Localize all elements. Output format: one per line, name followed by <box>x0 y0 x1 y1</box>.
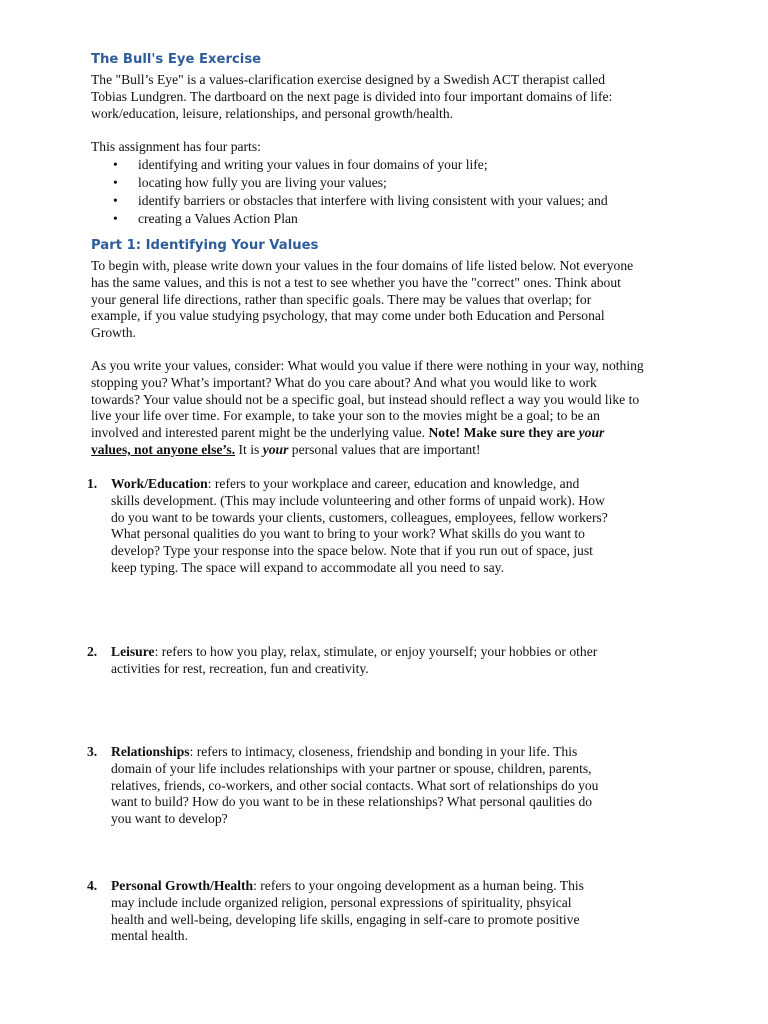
parts-intro: This assignment has four parts: <box>91 139 261 154</box>
bullet-icon: • <box>113 175 118 190</box>
list-number: 1. <box>87 476 98 491</box>
emphasis-note: Note! Make sure they are <box>428 425 579 441</box>
paragraph-line: do you want to be towards your clients, customers, colleagues, employees, fellow workers? <box>111 509 608 525</box>
paragraph-line: As you write your values, consider: What would you value if there were nothing in your way, nothing <box>91 358 644 373</box>
paragraph-line: want to build? How do you want to be in these relationships? What personal qaulities do <box>111 794 593 810</box>
emphasis-your: your <box>262 441 289 457</box>
paragraph-line: domain of your life includes relationships with your partner or spouse, children, parents, <box>111 760 592 776</box>
list-item <box>113 210 298 227</box>
domain-description <box>111 644 597 678</box>
intro-line: The "Bull’s Eye" is a values-clarification exercise designed by a Swedish ACT therapist called <box>91 72 606 87</box>
list-item-text: locating how fully you are living your values; <box>138 175 387 190</box>
list-item-text: creating a Values Action Plan <box>138 211 298 226</box>
emphasis-values: values, not anyone else’s. <box>91 441 236 457</box>
domain-description <box>111 878 584 945</box>
text-run: It is <box>235 441 263 457</box>
paragraph-line: develop? Type your response into the space below. Note that if you run out of space, just <box>111 543 593 559</box>
part1-paragraph <box>91 258 633 342</box>
paragraph-line: your general life directions, rather than specific goals. There may be values that overlap; for <box>91 291 592 307</box>
list-number: 4. <box>87 878 98 893</box>
emphasis-your: your <box>578 425 605 441</box>
paragraph-line: To begin with, please write down your values in the four domains of life listed below. Not everyone <box>91 258 634 273</box>
paragraph-line: mental health. <box>111 928 189 944</box>
text-run: : refers to intimacy, closeness, friendship and bonding in your life. This <box>189 744 578 759</box>
text-run: : refers to your ongoing development as a human being. This <box>253 878 584 893</box>
list-item <box>113 192 608 209</box>
domain-description <box>111 476 608 577</box>
list-item-text: identify barriers or obstacles that interfere with living consistent with your values; and <box>138 193 608 208</box>
text-run: involved and interested parent might be the underlying value. <box>91 425 429 441</box>
paragraph-line: activities for rest, recreation, fun and creativity. <box>111 660 369 676</box>
intro-line: Tobias Lundgren. The dartboard on the next page is divided into four important domains of life: <box>91 88 613 104</box>
domain-name: Work/Education <box>111 476 208 491</box>
intro-paragraph <box>91 72 612 122</box>
bullet-icon: • <box>113 211 118 226</box>
paragraph-line: has the same values, and this is not a test to see whether you have the "correct" ones. Think about <box>91 274 621 290</box>
paragraph-line: Growth. <box>91 325 136 341</box>
list-number: 2. <box>87 644 98 659</box>
paragraph-line: live your life over time. For example, to take your son to the movies might be a goal; to be an <box>91 408 600 424</box>
paragraph-line: example, if you value studying psychology, that may come under both Education and Personal <box>91 308 605 324</box>
page-title: The Bull's Eye Exercise <box>91 52 262 67</box>
paragraph-line <box>91 442 644 459</box>
paragraph-line: What personal qualities do you want to bring to your work? What skills do you want to <box>111 526 585 542</box>
list-item <box>113 156 488 173</box>
domain-name: Personal Growth/Health <box>111 878 254 893</box>
bullet-icon: • <box>113 157 118 172</box>
paragraph-line <box>91 425 644 442</box>
list-item-text: identifying and writing your values in four domains of your life; <box>138 157 488 172</box>
list-item <box>113 174 387 191</box>
paragraph-line: may include include organized religion, personal expressions of spirituality, phsyical <box>111 894 572 910</box>
text-run: : refers to how you play, relax, stimulate, or enjoy yourself; your hobbies or other <box>154 644 598 659</box>
paragraph-line: skills development. (This may include volunteering and other forms of unpaid work). How <box>111 492 605 508</box>
bullet-icon: • <box>113 193 118 208</box>
list-number: 3. <box>87 744 98 759</box>
paragraph-line: keep typing. The space will expand to accommodate all you need to say. <box>111 559 504 575</box>
domain-name: Leisure <box>111 644 155 659</box>
intro-line: work/education, leisure, relationships, and personal growth/health. <box>91 105 454 121</box>
domain-name: Relationships <box>111 744 190 759</box>
part1-paragraph-2 <box>91 358 644 459</box>
domain-description <box>111 744 598 828</box>
paragraph-line: you want to develop? <box>111 811 228 827</box>
paragraph-line: relatives, friends, co-workers, and other social contacts. What sort of relationships do you <box>111 777 599 793</box>
paragraph-line: health and well-being, developing life skills, engaging in self-care to promote positive <box>111 911 580 927</box>
section-heading: Part 1: Identifying Your Values <box>91 238 319 253</box>
text-run: personal values that are important! <box>288 441 481 457</box>
paragraph-line: stopping you? What’s important? What do you care about? And what you would like to work <box>91 374 597 390</box>
text-run: : refers to your workplace and career, education and knowledge, and <box>207 476 580 491</box>
paragraph-line: towards? Your value should not be a specific goal, but instead should reflect a way you would like to <box>91 391 640 407</box>
